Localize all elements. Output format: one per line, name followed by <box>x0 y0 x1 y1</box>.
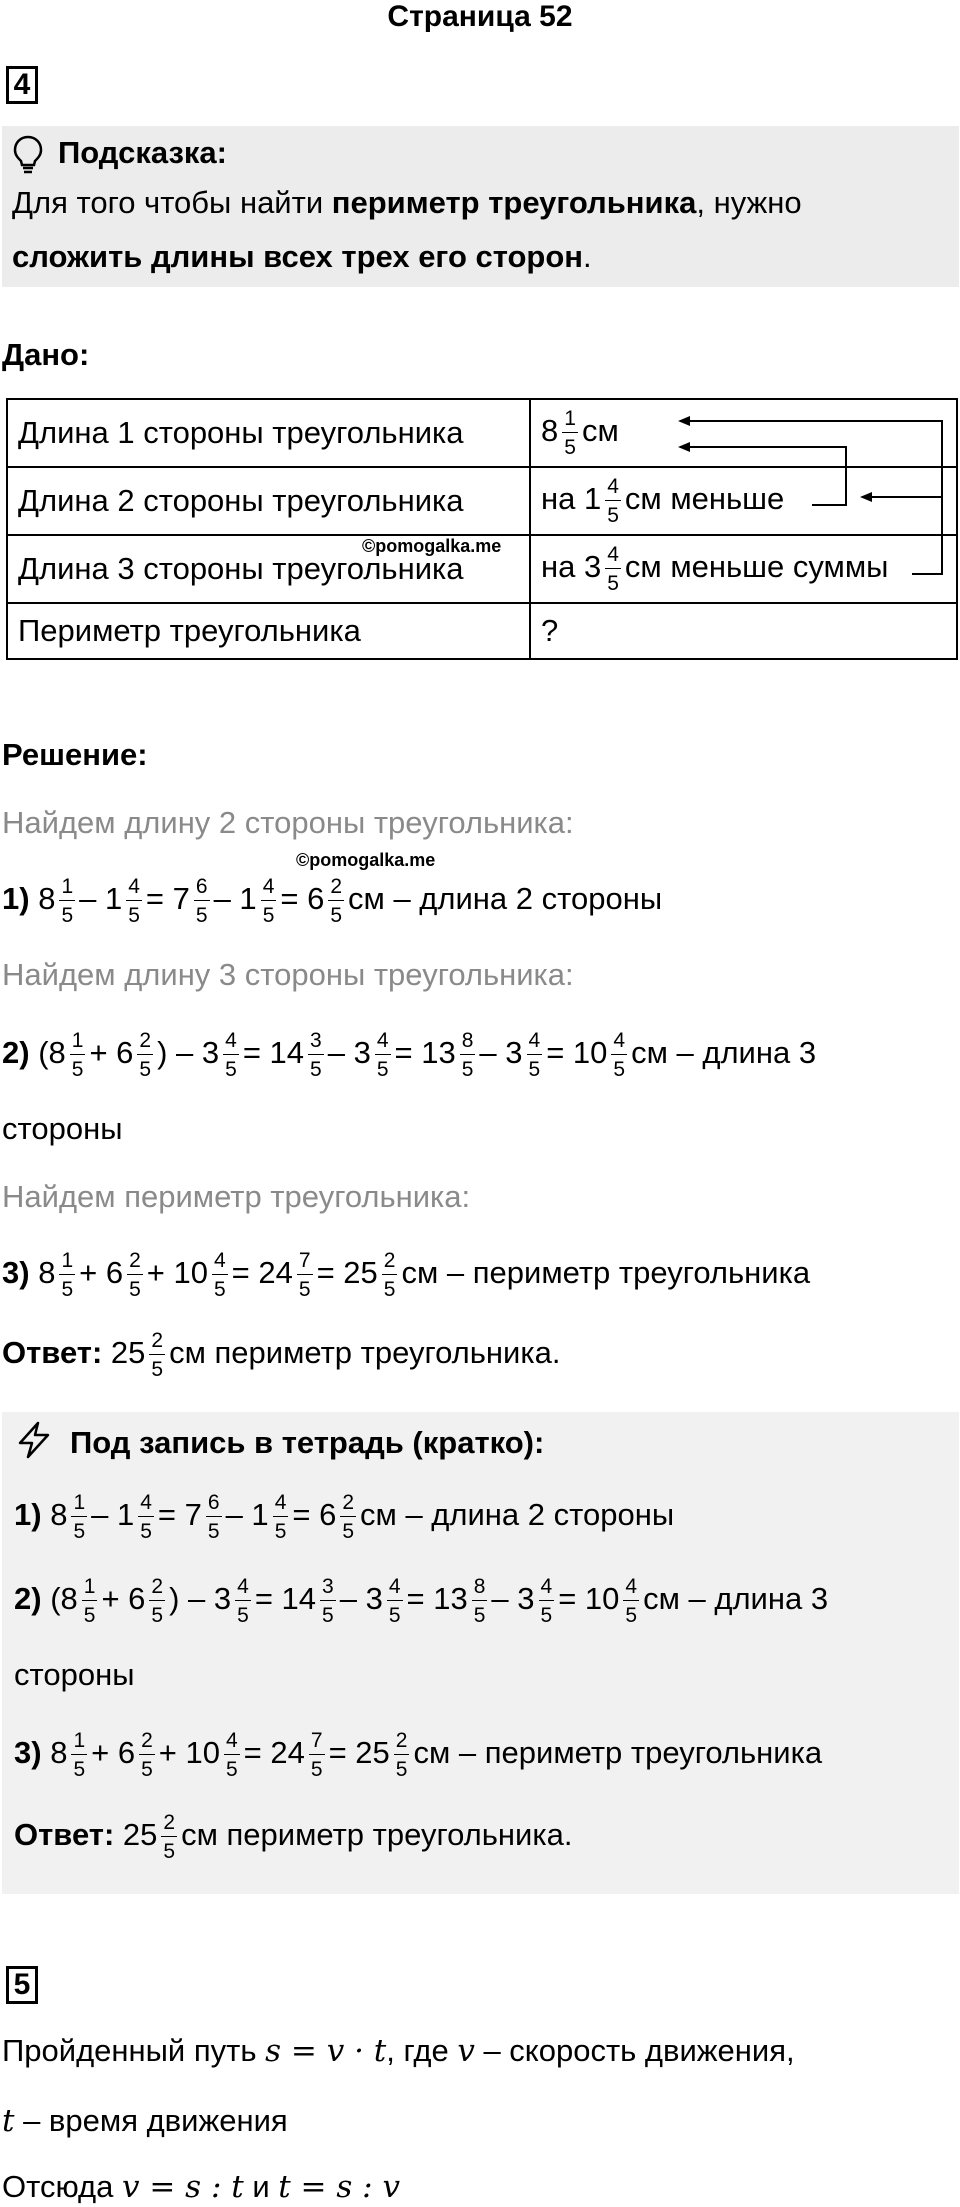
task5-line-1: Пройденный путь s = v · t, где v – скорость движения, <box>2 2033 795 2069</box>
solution-label: Решение: <box>2 737 148 772</box>
notebook-step-2-continuation: стороны <box>14 1657 135 1692</box>
notebook-label: Под запись в тетрадь (кратко): <box>70 1425 545 1460</box>
page-title: Страница 52 <box>387 0 573 33</box>
table-cell: ? <box>530 603 957 659</box>
step-3-caption: Найдем периметр треугольника: <box>2 1179 471 1214</box>
table-cell: Периметр треугольника <box>7 603 530 659</box>
fraction: $\frac{4}{5}$ <box>607 475 619 527</box>
hint-line-2: сложить длины всех трех его сторон. <box>12 239 592 274</box>
task5-line-3: Отсюда v = s : t и t = s : v <box>2 2169 400 2205</box>
fraction: $\frac{1}{5}$ <box>564 407 576 459</box>
relation-arrows <box>640 405 960 595</box>
step-2-continuation: стороны <box>2 1111 123 1146</box>
notebook-box <box>2 1412 959 1894</box>
step-2-caption: Найдем длину 3 стороны треугольника: <box>2 957 574 992</box>
table-cell: на 1 $\frac{4}{5}$ см меньше <box>530 467 957 535</box>
fraction: $\frac{4}{5}$ <box>607 543 619 595</box>
notebook-step-3: 3) 8 $\frac{1}{5}$ + 6 $\frac{2}{5}$ + 10 $\frac{4}{5}$ = 24 $\frac{7}{5}$ = 25 $\frac{2}{5}$ см – периметр треугольника <box>14 1729 823 1781</box>
watermark: ©pomogalka.me <box>296 850 436 870</box>
step-1-caption: Найдем длину 2 стороны треугольника: <box>2 805 574 840</box>
table-cell: на 3 $\frac{4}{5}$ см меньше суммы <box>530 535 957 603</box>
table-cell: Длина 3 стороны треугольника <box>7 535 530 603</box>
hint-box <box>2 126 959 287</box>
notebook-step-1: 1) 8 $\frac{1}{5}$ – 1 $\frac{4}{5}$ = 7 $\frac{6}{5}$ – 1 $\frac{4}{5}$ = 6 $\frac{2}{5}$ см – длина 2 стороны <box>14 1491 675 1543</box>
notebook-answer: Ответ: 25 $\frac{2}{5}$ см периметр треугольника. <box>14 1811 573 1863</box>
lightbulb-icon <box>12 134 44 174</box>
watermark: ©pomogalka.me <box>362 536 502 556</box>
table-cell: 8 $\frac{1}{5}$ см <box>530 399 957 467</box>
task-number-5: 5 <box>6 1966 38 2004</box>
table-row <box>7 603 957 659</box>
task-number-4: 4 <box>6 66 38 104</box>
table-cell: Длина 2 стороны треугольника <box>7 467 530 535</box>
table-cell: Длина 1 стороны треугольника <box>7 399 530 467</box>
step-1-equation: 1) 8 $\frac{1}{5}$ – 1 $\frac{4}{5}$ = 7 $\frac{6}{5}$ – 1 $\frac{4}{5}$ = 6 $\frac{2}{5}$ см – длина 2 стороны <box>2 875 663 927</box>
step-3-equation: 3) 8 $\frac{1}{5}$ + 6 $\frac{2}{5}$ + 10 $\frac{4}{5}$ = 24 $\frac{7}{5}$ = 25 $\frac{2}{5}$ см – периметр треугольника <box>2 1249 811 1301</box>
hint-line-1: Для того чтобы найти периметр треугольника, нужно <box>12 185 802 220</box>
task5-line-2: t – время движения <box>2 2103 288 2139</box>
hint-label: Подсказка: <box>58 135 227 170</box>
lightning-icon <box>14 1420 54 1460</box>
answer-line: Ответ: 25 $\frac{2}{5}$ см периметр треугольника. <box>2 1329 561 1381</box>
given-label: Дано: <box>2 337 90 372</box>
step-2-equation: 2) (8 $\frac{1}{5}$ + 6 $\frac{2}{5}$ ) – 3 $\frac{4}{5}$ = 14 $\frac{3}{5}$ – 3 $\frac{4}{5}$ = 13 $\frac{8}{5}$ – 3 $\frac{4}{5}$ = 10 $\frac{4}{5}$ см – длина 3 <box>2 1029 817 1081</box>
notebook-step-2: 2) (8 $\frac{1}{5}$ + 6 $\frac{2}{5}$ ) – 3 $\frac{4}{5}$ = 14 $\frac{3}{5}$ – 3 $\frac{4}{5}$ = 13 $\frac{8}{5}$ – 3 $\frac{4}{5}$ = 10 $\frac{4}{5}$ см – длина 3 <box>14 1575 829 1627</box>
